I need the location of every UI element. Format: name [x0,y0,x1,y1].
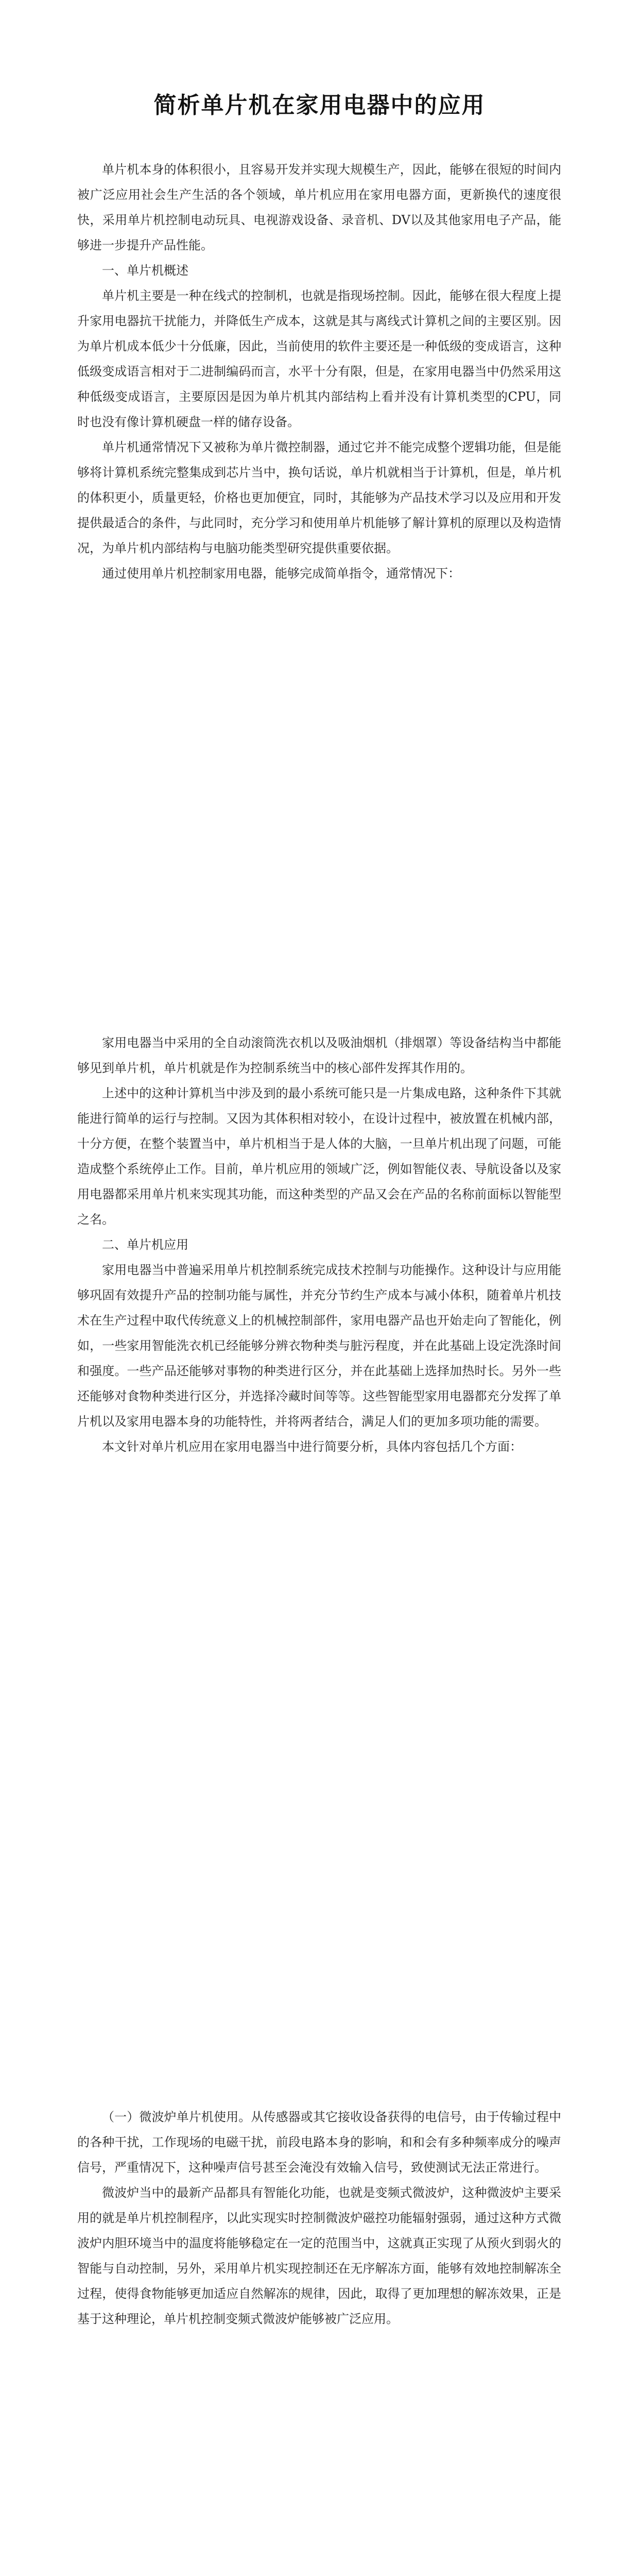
paragraph: 单片机主要是一种在线式的控制机，也就是指现场控制。因此，能够在很大程度上提升家用电器抗干扰能力，并降低生产成本，这就是其与离线式计算机之间的主要区别。因为单片机成本低少十分低廉，因此，当前使用的软件主要还是一种低级的变成语言，这种低级变成语言相对于二进制编码而言，水平十分有限，但是，在家用电器当中仍然采用这种低级变成语言，主要原因是因为单片机其内部结构上看并没有计算机类型的CPU，同时也没有像计算机硬盘一样的储存设备。 [77,289,561,429]
paragraph: 微波炉当中的最新产品都具有智能化功能，也就是变频式微波炉，这种微波炉主要采用的就是单片机控制程序，以此实现实时控制微波炉磁控功能辐射强弱，通过这种方式微波炉内胆环境当中的温度将能够稳定在一定的范围当中，这就真正实现了从预火到弱火的智能与自动控制，另外，采用单片机实现控制还在无序解冻方面，能够有效地控制解冻全过程，使得食物能够更加适应自然解冻的规律，因此，取得了更加理想的解冻效果，正是基于这种理论，单片机控制变频式微波炉能够被广泛应用。 [77,2185,561,2326]
paragraph: 家用电器当中采用的全自动滚筒洗衣机以及吸油烟机（排烟罩）等设备结构当中都能够见到单片机，单片机就是作为控制系统当中的核心部件发挥其作用的。 [77,1036,561,1075]
paragraph: 单片机通常情况下又被称为单片微控制器，通过它并不能完成整个逻辑功能，但是能够将计算机系统完整集成到芯片当中，换句话说，单片机就相当于计算机，但是，单片机的体积更小，质量更轻，价格也更加便宜，同时，其能够为产品技术学习以及应用和开发提供最适合的条件，与此同时，充分学习和使用单片机能够了解计算机的原理以及构造情况，为单片机内部结构与电脑功能类型研究提供重要依据。 [77,440,561,555]
paragraph: （一）微波炉单片机使用。从传感器或其它接收设备获得的电信号，由于传输过程中的各种干扰，工作现场的电磁干扰，前段电路本身的影响，和和会有多种频率成分的噪声信号，严重情况下，这种噪声信号甚至会淹没有效输入信号，致使测试无法正常进行。 [77,2110,561,2175]
section-intro [77,157,561,586]
paragraph: 通过使用单片机控制家用电器，能够完成简单指令，通常情况下： [102,566,460,581]
section-microwave [77,2105,561,2332]
section-heading: 二、单片机应用 [102,1238,188,1252]
paragraph: 上述中的这种计算机当中涉及到的最小系统可能只是一片集成电路，这种条件下其就能进行简单的运行与控制。又因为其体积相对较小，在设计过程中，被放置在机械内部，十分方便，在整个装置当中，单片机相当于是人体的大脑，一旦单片机出现了问题，可能造成整个系统停止工作。目前，单片机应用的领域广泛，例如智能仪表、导航设备以及家用电器都采用单片机来实现其功能，而这种类型的产品又会在产品的名称前面标以智能型之名。 [77,1086,561,1227]
paragraph: 家用电器当中普遍采用单片机控制系统完成技术控制与功能操作。这种设计与应用能够巩固有效提升产品的控制功能与属性，并充分节约生产成本与减小体积，随着单片机技术在生产过程中取代传统意义上的机械控制部件，家用电器产品也开始走向了智能化，例如，一些家用智能洗衣机已经能够分辨衣物种类与脏污程度，并在此基础上设定洗涤时间和强度。一些产品还能够对事物的种类进行区分，并在此基础上选择加热时长。另外一些还能够对食物种类进行区分，并选择冷藏时间等等。这些智能型家用电器都充分发挥了单片机以及家用电器本身的功能特性，并将两者结合，满足人们的更加多项功能的需要。 [77,1263,561,1429]
page-title: 简析单片机在家用电器中的应用 [153,92,486,118]
paragraph: 单片机本身的体积很小，且容易开发并实现大规模生产，因此，能够在很短的时间内被广泛应用社会生产生活的各个领域，单片机应用在家用电器方面，更新换代的速度很快，采用单片机控制电动玩具、电视游戏设备、录音机、DV以及其他家用电子产品，能够进一步提升产品性能。 [77,162,561,252]
section-applications [77,1030,561,1460]
paragraph: 本文针对单片机应用在家用电器当中进行简要分析，具体内容包括几个方面： [102,1439,522,1454]
section-heading: 一、单片机概述 [102,263,188,278]
